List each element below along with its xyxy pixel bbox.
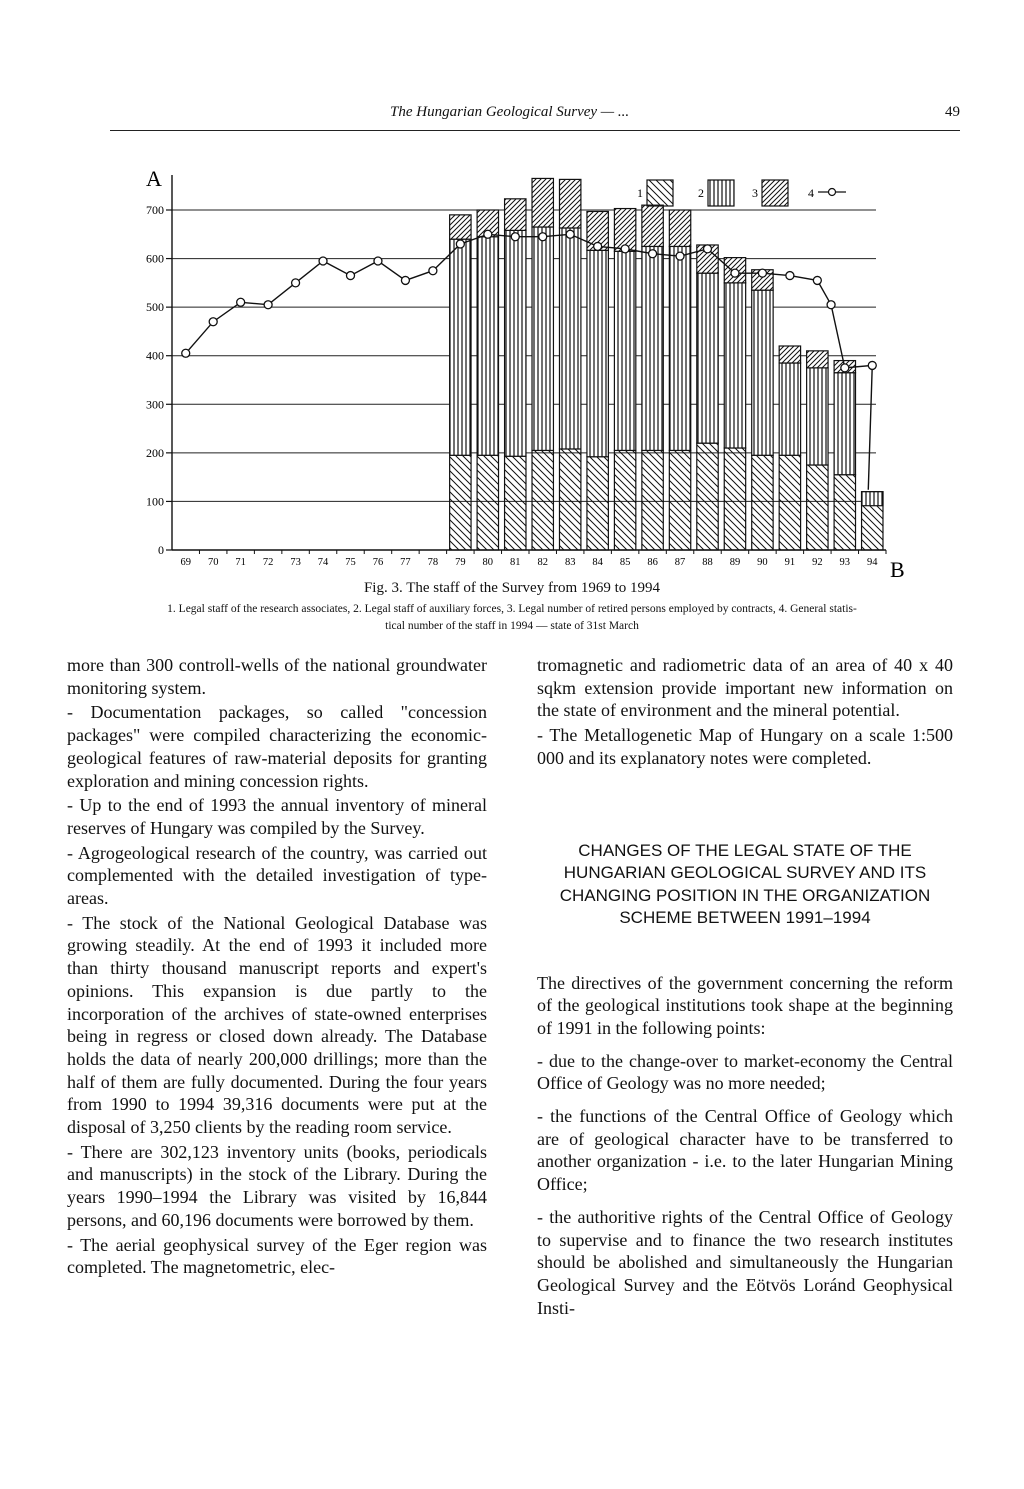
x-tick-label: 84 [592, 557, 603, 568]
paragraph: - Up to the end of 1993 the annual inventory of mineral reserves of Hungary was compiled by the Survey. [67, 795, 487, 838]
x-tick-label: 79 [455, 557, 466, 568]
x-tick-label: 74 [317, 557, 329, 568]
x-tick-label: 78 [427, 557, 439, 568]
bar-segment [532, 450, 553, 550]
bar-segment [505, 456, 526, 550]
series-4-point [813, 276, 821, 284]
legend-number: 1 [637, 186, 643, 200]
series-4-point [347, 272, 355, 280]
series-4-point [758, 269, 766, 277]
series-4-point [827, 301, 835, 309]
bar-segment [477, 455, 498, 550]
figure-title: Fig. 3. The staff of the Survey from 1969 to 1994 [363, 580, 661, 596]
x-tick-label: 94 [867, 557, 878, 568]
bar-segment [532, 178, 553, 227]
x-tick-label: 80 [482, 557, 494, 568]
paragraph: - Agrogeological research of the country, was carried out complemented with the detailed investigation of type-areas. [67, 842, 487, 909]
series-4-point [429, 267, 437, 275]
y-tick-label: 500 [146, 300, 164, 315]
bar-segment [724, 448, 745, 550]
bar-segment [505, 230, 526, 456]
bar-segment [559, 228, 580, 449]
series-4-point [621, 245, 629, 253]
x-tick-label: 82 [537, 557, 548, 568]
right-column [537, 654, 953, 1321]
bar-segment [614, 251, 635, 450]
x-tick-label: 86 [647, 557, 658, 568]
legend-swatch [647, 180, 673, 206]
paragraph: - There are 302,123 inventory units (books, periodicals and manuscripts) in the stock of the Library. During the years 1990–1994 the Library was visited by 16,844 persons, and 60,196 documents were borrowed by them. [67, 1141, 487, 1230]
paragraph: - The stock of the National Geological Database was growing steadily. At the end of 1993 it included more than thirty thousand manuscript reports and expert's opinions. This expansion is due partly to the incorporation of the archives of state-owned enterprises being in regress or closed down already. The Database holds the data of nearly 200,000 drillings; more than the half of them are fully documented. During the four years from 1990 to 1994 39,316 documents were put at the disposal of 3,250 clients by the reading room service. [67, 912, 487, 1138]
bar-segment [697, 443, 718, 550]
series-4-point [704, 245, 712, 253]
x-tick-label: 88 [702, 557, 713, 568]
series-4-point [401, 276, 409, 284]
x-tick-label: 75 [345, 557, 356, 568]
series-4-point [374, 257, 382, 265]
staff-chart [0, 0, 1024, 580]
bar-segment [807, 465, 828, 550]
x-tick-label: 76 [372, 557, 384, 568]
bar-segment [752, 455, 773, 550]
series-4-point [456, 240, 464, 248]
bar-segment [587, 250, 608, 456]
series-4-point [786, 272, 794, 280]
y-tick-label: 400 [146, 348, 164, 363]
figure-legend-line-2: tical number of the staff in 1994 — state of 31st March [385, 620, 639, 632]
bar-segment [505, 199, 526, 231]
bar-segment [752, 290, 773, 455]
paragraph: - Documentation packages, so called "concession packages" were compiled characterizing the economic-geological features of raw-material deposits for granting exploration and mining concession rights. [67, 702, 487, 791]
x-tick-label: 77 [400, 557, 411, 568]
bar-segment [559, 449, 580, 550]
bar-segment [614, 450, 635, 550]
series-4-point [731, 269, 739, 277]
legend-circle [829, 189, 836, 196]
bar-segment [779, 455, 800, 550]
x-tick-label: 70 [207, 557, 219, 568]
section-heading: CHANGES OF THE LEGAL STATE OF THE HUNGARIAN GEOLOGICAL SURVEY AND ITS CHANGING POSITION IN THE ORGANIZATION SCHEME BETWEEN 1991–1994 [559, 840, 931, 928]
paragraph: tromagnetic and radiometric data of an area of 40 x 40 sqkm extension provide important new information on the state of environment and the mineral potential. [537, 655, 953, 721]
x-tick-label: 93 [839, 557, 851, 568]
y-tick-label: 600 [146, 251, 164, 266]
bar-segment [779, 346, 800, 363]
bar-segment [450, 455, 471, 550]
series-4-point [566, 230, 574, 238]
y-tick-label: 300 [146, 397, 164, 412]
x-tick-label: 71 [235, 557, 246, 568]
legend-number: 3 [752, 186, 758, 200]
bar-segment [834, 475, 855, 550]
series-4-point [841, 364, 849, 372]
paragraph: - the authoritive rights of the Central Office of Geology to supervise and to finance the two research institutes should be abolished and simultaneously the Hungarian Geological Survey and the Eötvös Loránd Geophysical Insti- [537, 1206, 953, 1318]
bar-segment [450, 215, 471, 239]
bar-segment [587, 457, 608, 550]
bar-segment [559, 179, 580, 228]
series-4-point [511, 233, 519, 241]
series-4-point [594, 242, 602, 250]
page-number: 49 [945, 104, 960, 120]
left-column [67, 654, 487, 1281]
bar-segment [477, 237, 498, 456]
paragraph: - The Metallogenetic Map of Hungary on a scale 1:500 000 and its explanatory notes were completed. [537, 725, 953, 768]
panel-label-a: A [146, 166, 162, 191]
panel-label-b: B [890, 557, 905, 580]
x-tick-label: 89 [729, 557, 741, 568]
bar-segment [834, 373, 855, 475]
series-4-point [868, 361, 876, 369]
figure-caption [60, 580, 964, 635]
x-tick-label: 83 [564, 557, 576, 568]
paragraph: - due to the change-over to market-economy the Central Office of Geology was no more needed; [537, 1050, 953, 1094]
bar-segment [669, 246, 690, 450]
series-4-point [676, 252, 684, 260]
x-tick-label: 72 [262, 557, 274, 568]
series-4-point [182, 349, 190, 357]
bar-segment [779, 363, 800, 455]
legend-swatch [708, 180, 734, 206]
y-tick-label: 0 [158, 543, 164, 557]
series-4-point [237, 298, 245, 306]
running-title: The Hungarian Geological Survey — ... [390, 104, 630, 120]
legend-number: 2 [698, 186, 704, 200]
bar-segment [642, 205, 663, 246]
paragraph: The directives of the government concerning the reform of the geological institutions took shape at the beginning of 1991 in the following points: [537, 972, 953, 1038]
y-tick-label: 200 [146, 445, 164, 460]
bar-segment [862, 492, 883, 506]
x-tick-label: 91 [784, 557, 796, 568]
bar-segment [450, 239, 471, 455]
series-4-point [292, 279, 300, 287]
bar-segment [807, 368, 828, 465]
paragraph: more than 300 controll-wells of the national groundwater monitoring system. [67, 655, 487, 698]
series-4-point [539, 233, 547, 241]
paragraph: - the functions of the Central Office of Geology which are of geological character have to be transferred to another organization - i.e. to the later Hungarian Mining Office; [537, 1106, 953, 1195]
series-4-point [649, 250, 657, 258]
bar-segment [697, 273, 718, 443]
figure-legend-line-1: 1. Legal staff of the research associates, 2. Legal staff of auxiliary forces, 3. Legal number of retired persons employed by contracts, 4. General statis- [167, 603, 857, 615]
paragraph: - The aerial geophysical survey of the Eger region was completed. The magnetometric, elec- [67, 1234, 487, 1278]
x-tick-label: 92 [812, 557, 823, 568]
bar-segment [642, 246, 663, 450]
bar-segment [669, 210, 690, 246]
y-tick-label: 700 [146, 203, 164, 217]
series-4-point [319, 257, 327, 265]
bar-segment [532, 227, 553, 450]
x-tick-label: 85 [619, 557, 631, 568]
series-4-point [484, 230, 492, 238]
legend-number: 4 [808, 186, 814, 200]
series-4-point [209, 318, 217, 326]
x-tick-label: 69 [180, 557, 191, 568]
x-tick-label: 81 [510, 557, 521, 568]
y-tick-label: 100 [146, 494, 164, 509]
bar-segment [669, 450, 690, 550]
x-tick-label: 87 [674, 557, 686, 568]
bar-segment [642, 450, 663, 550]
series-4-point [264, 301, 272, 309]
legend-swatch [762, 180, 788, 206]
x-tick-label: 90 [757, 557, 768, 568]
bar-segment [807, 351, 828, 368]
bar-segment [724, 283, 745, 448]
x-tick-label: 73 [290, 557, 301, 568]
